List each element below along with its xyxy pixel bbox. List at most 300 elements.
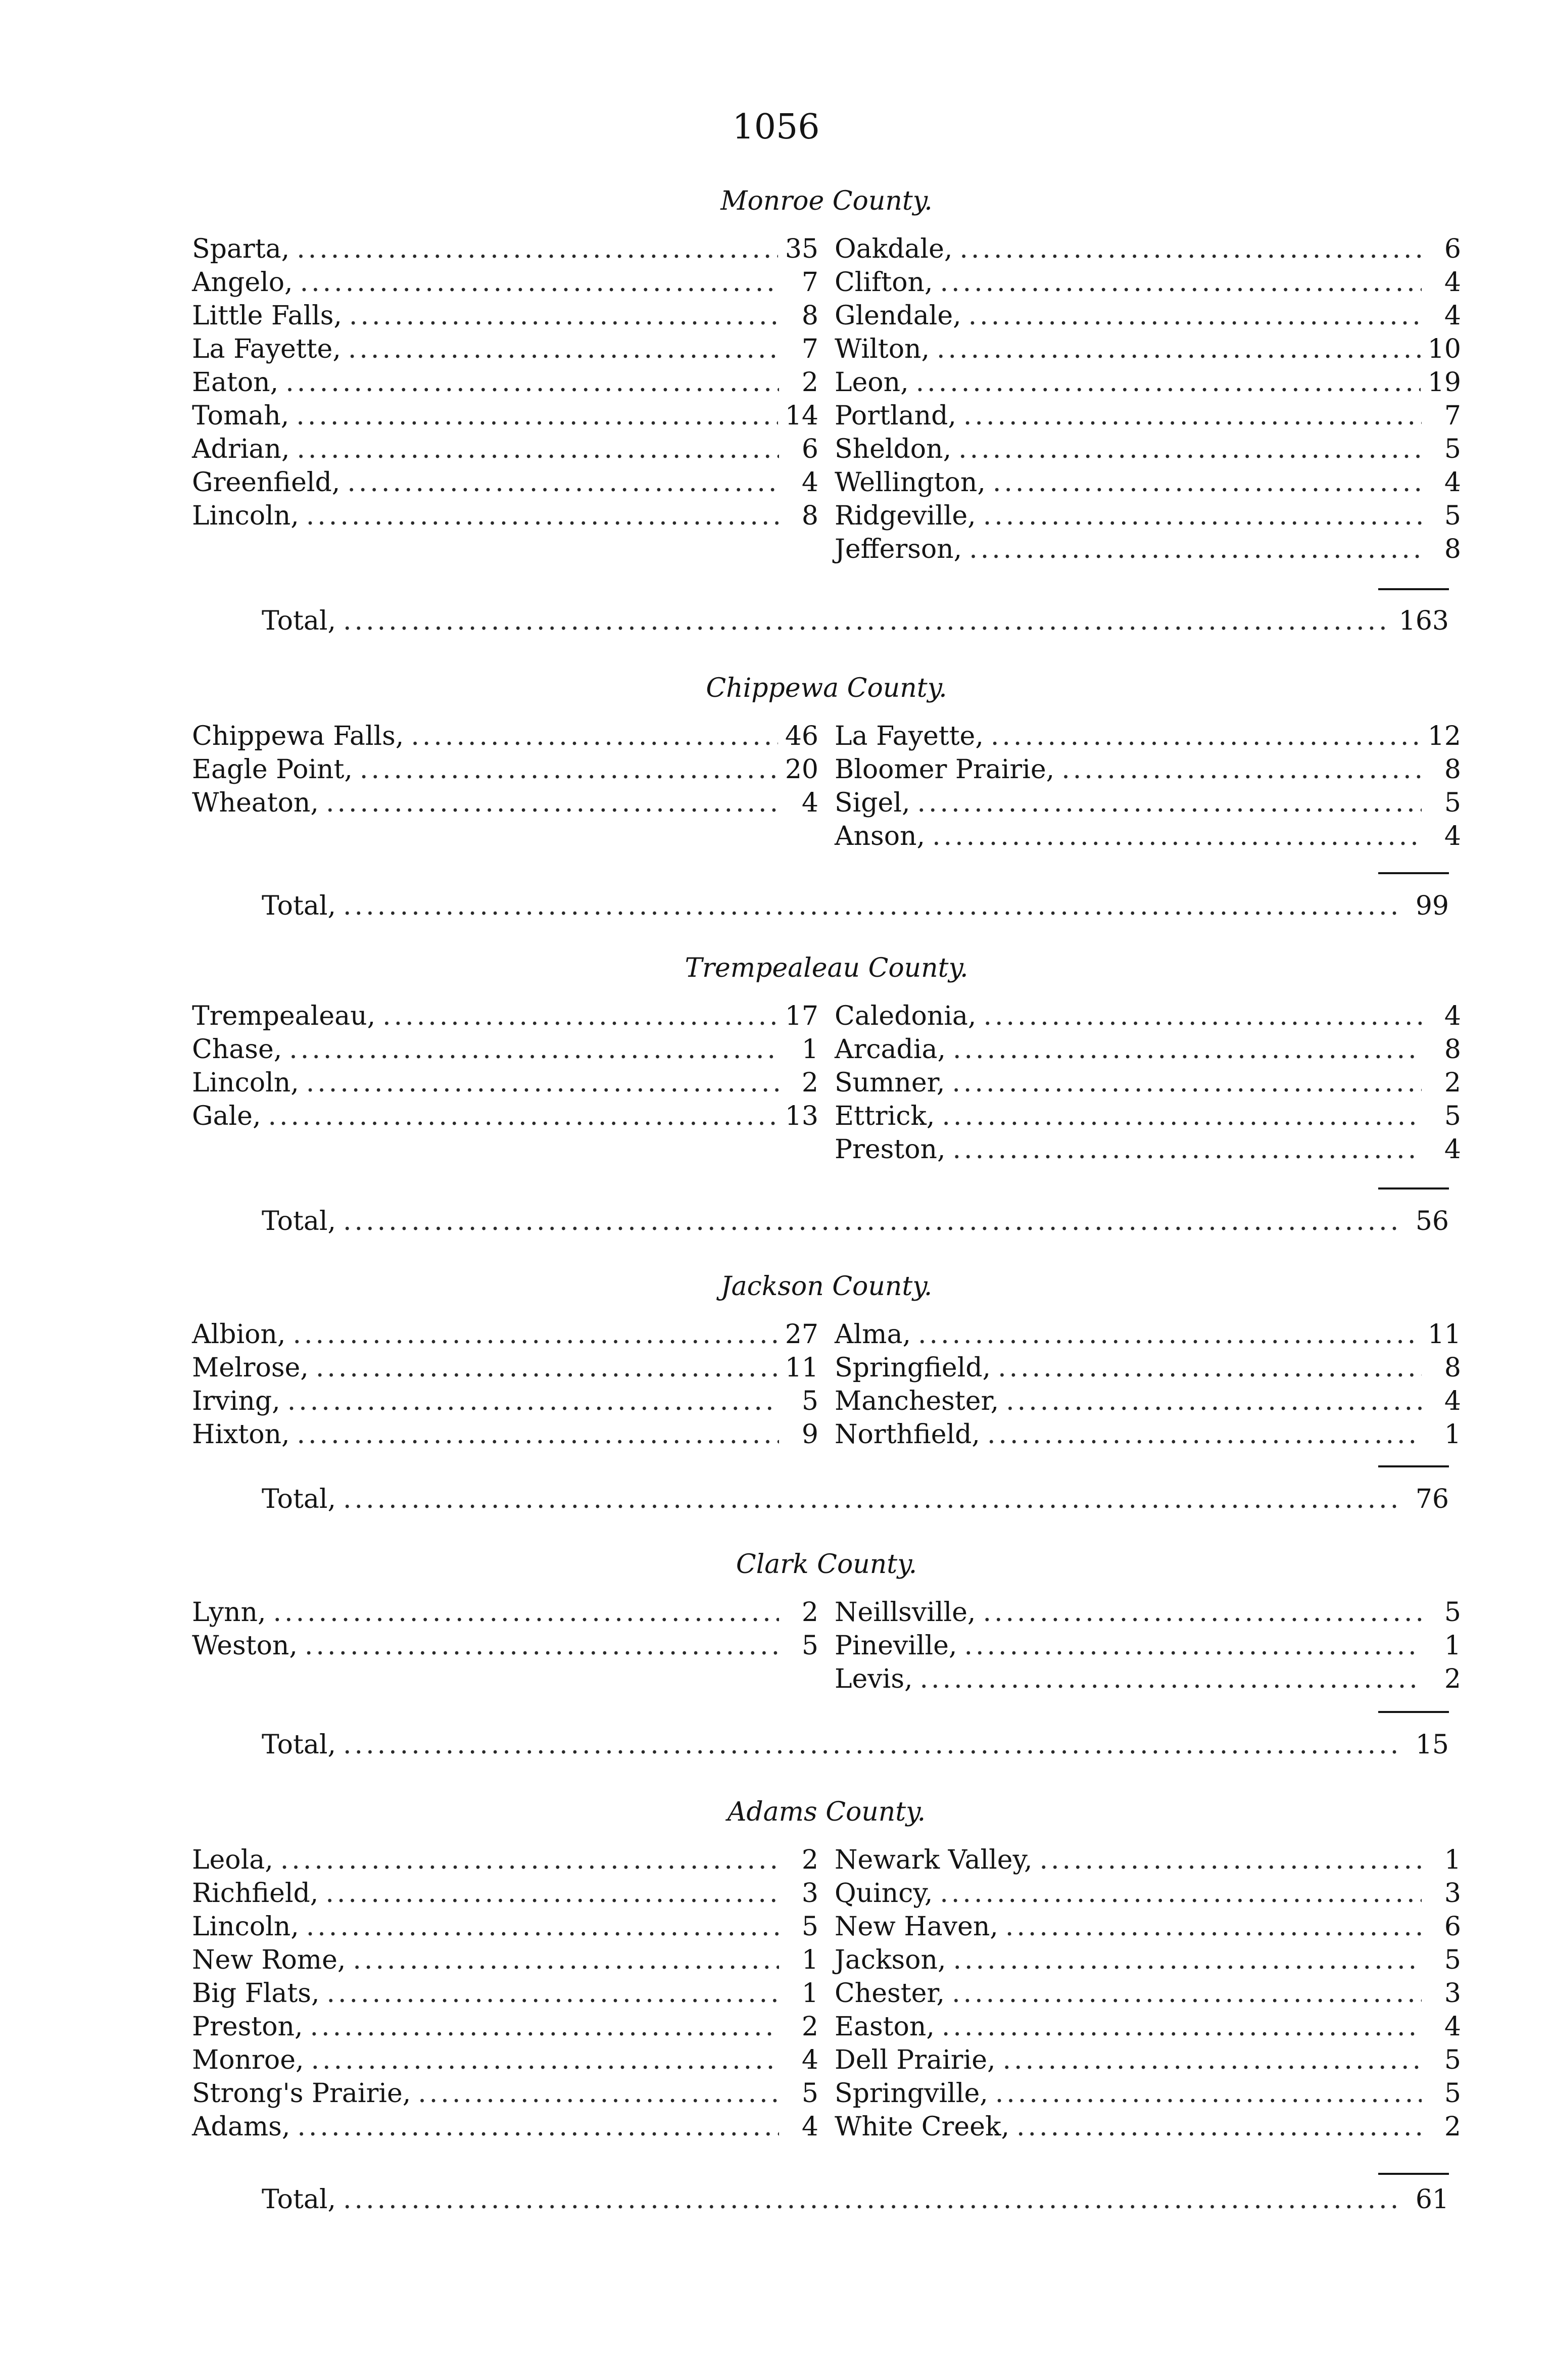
dot-leader [1040,1843,1422,1877]
town-name: Hixton, [192,1419,290,1450]
town-count: 1 [1444,1419,1461,1450]
town-count: 5 [1444,501,1461,531]
dot-leader [285,366,779,399]
dot-leader [964,1629,1422,1662]
trempealeau-right-column [835,999,1461,1166]
town-name: Lincoln, [192,1912,299,1942]
town-name: Oakdale, [835,234,953,264]
dot-leader [942,1100,1422,1133]
town-entry [192,2043,818,2077]
town-entry [192,1596,818,1629]
town-count: 14 [785,401,818,431]
dot-leader [940,1877,1422,1910]
town-count: 3 [1444,1878,1461,1909]
adams-right-column [835,1843,1461,2144]
dot-leader [300,266,779,299]
dot-leader [297,433,779,466]
dot-leader [353,1943,779,1977]
clark-right-column [835,1596,1461,1696]
town-count: 5 [801,1631,818,1661]
dot-leader [991,720,1421,753]
town-entry [835,1843,1461,1877]
town-count: 11 [1427,1319,1461,1350]
dot-leader [293,1318,778,1351]
town-count: 7 [801,334,818,364]
jackson-left-column [192,1318,818,1451]
town-entry [192,1977,818,2010]
town-count: 4 [1444,467,1461,498]
dot-leader [917,786,1422,820]
town-entry [835,1066,1461,1100]
town-name: Sumner, [835,1068,945,1098]
adams-total-rule [1378,2173,1449,2175]
town-name: Portland, [835,401,956,431]
town-entry [192,1033,818,1066]
total-count: 76 [1415,1484,1449,1514]
town-name: Neillsville, [835,1597,976,1628]
chippewa-county-title: Chippewa County. [706,673,947,703]
town-count: 4 [1444,1386,1461,1416]
town-entry [192,466,818,499]
total-label: Total, [262,1730,336,1760]
trempealeau-county-title: Trempealeau County. [685,953,968,983]
town-name: New Haven, [835,1912,998,1942]
town-name: Ridgeville, [835,501,976,531]
town-name: Preston, [192,2012,303,2042]
town-name: Chippewa Falls, [192,721,404,751]
town-entry [192,499,818,533]
dot-leader [993,466,1422,499]
town-name: Chester, [835,1978,945,2009]
town-count: 5 [801,1912,818,1942]
dot-leader [1005,1910,1422,1943]
dot-leader [952,1977,1422,2010]
town-name: Gale, [192,1101,261,1131]
town-name: Wellington, [835,467,986,498]
town-count: 4 [1444,267,1461,298]
dot-leader [920,1662,1422,1696]
town-name: Manchester, [835,1386,999,1416]
dot-leader [343,604,1392,638]
town-count: 4 [801,467,818,498]
dot-leader [1003,2043,1422,2077]
town-count: 8 [801,501,818,531]
town-name: Leola, [192,1845,273,1875]
town-entry [835,1910,1461,1943]
town-name: Lincoln, [192,501,299,531]
clark-total-rule [1378,1711,1449,1713]
dot-leader [1016,2110,1422,2144]
town-entry [835,1418,1461,1451]
town-count: 4 [1444,1134,1461,1165]
town-count: 35 [785,234,818,264]
total-count: 56 [1415,1206,1449,1236]
page-number: 1056 [732,107,820,147]
dot-leader [969,533,1422,566]
town-name: Leon, [835,367,909,398]
town-entry [835,1662,1461,1696]
monroe-total-row [262,604,1449,638]
town-entry [835,1100,1461,1133]
town-entry [192,1943,818,1977]
town-count: 4 [801,2112,818,2142]
dot-leader [995,2077,1422,2110]
town-count: 7 [801,267,818,298]
town-entry [192,720,818,753]
dot-leader [306,1066,779,1100]
dot-leader [987,1418,1422,1451]
town-entry [835,399,1461,433]
town-entry [835,1977,1461,2010]
town-count: 8 [1444,754,1461,785]
clark-total-row [262,1728,1449,1762]
dot-leader [937,332,1421,366]
dot-leader [348,332,779,366]
town-count: 8 [1444,1353,1461,1383]
chippewa-total-rule [1378,872,1449,874]
town-count: 4 [801,788,818,818]
town-name: Trempealeau, [192,1001,376,1031]
town-name: Springfield, [835,1353,991,1383]
town-entry [835,1629,1461,1662]
dot-leader [310,2010,779,2043]
town-name: Eaton, [192,367,279,398]
town-count: 5 [1444,1597,1461,1628]
town-name: Preston, [835,1134,946,1165]
dot-leader [983,999,1422,1033]
dot-leader [983,1596,1422,1629]
town-entry [835,2077,1461,2110]
town-count: 1 [801,1945,818,1975]
dot-leader [297,1418,779,1451]
dot-leader [326,1977,779,2010]
dot-leader [343,889,1396,923]
town-name: Big Flats, [192,1978,320,2009]
town-entry [192,753,818,786]
town-entry [835,753,1461,786]
dot-leader [959,232,1422,266]
adams-county-title: Adams County. [727,1797,926,1827]
town-count: 2 [801,1597,818,1628]
town-count: 5 [1444,788,1461,818]
town-count: 4 [1444,2012,1461,2042]
town-count: 5 [801,1386,818,1416]
town-name: Northfield, [835,1419,980,1450]
town-count: 27 [785,1319,818,1350]
town-entry [192,1877,818,1910]
town-entry [835,1133,1461,1166]
town-name: Arcadia, [835,1034,946,1065]
town-count: 8 [1444,534,1461,564]
dot-leader [411,720,778,753]
town-count: 2 [801,1845,818,1875]
town-entry [835,1877,1461,1910]
town-count: 20 [785,754,818,785]
town-name: Eagle Point, [192,754,353,785]
town-name: Tomah, [192,401,289,431]
town-count: 46 [785,721,818,751]
town-name: La Fayette, [192,334,341,364]
town-entry [835,1943,1461,1977]
total-label: Total, [262,2184,336,2215]
town-count: 1 [801,1978,818,2009]
monroe-right-column [835,232,1461,566]
town-count: 1 [1444,1631,1461,1661]
town-count: 2 [1444,1068,1461,1098]
adams-left-column [192,1843,818,2144]
dot-leader [1006,1385,1422,1418]
town-entry [192,2110,818,2144]
town-name: Wilton, [835,334,930,364]
town-entry [192,332,818,366]
town-name: Springville, [835,2078,988,2109]
town-count: 5 [1444,1101,1461,1131]
town-count: 12 [1427,721,1461,751]
dot-leader [343,1483,1396,1516]
town-entry [192,1910,818,1943]
dot-leader [280,1843,779,1877]
town-entry [835,1351,1461,1385]
town-count: 8 [1444,1034,1461,1065]
town-entry [835,2110,1461,2144]
town-name: Adrian, [192,434,290,464]
total-label: Total, [262,606,336,636]
town-name: Sheldon, [835,434,952,464]
town-entry [192,1385,818,1418]
dot-leader [953,1133,1422,1166]
town-count: 3 [801,1878,818,1909]
dot-leader [998,1351,1422,1385]
dot-leader [349,299,779,332]
town-name: Newark Valley, [835,1845,1033,1875]
town-entry [192,299,818,332]
dot-leader [343,1205,1396,1238]
town-count: 10 [1427,334,1461,364]
town-name: Glendale, [835,301,961,331]
town-entry [835,999,1461,1033]
town-name: Sparta, [192,234,290,264]
town-count: 4 [801,2045,818,2075]
total-label: Total, [262,1206,336,1236]
dot-leader [916,366,1421,399]
town-count: 6 [1444,234,1461,264]
jackson-county-title: Jackson County. [720,1271,933,1302]
town-count: 11 [785,1353,818,1383]
town-count: 8 [801,301,818,331]
town-entry [192,2010,818,2043]
town-count: 2 [801,2012,818,2042]
town-count: 6 [1444,1912,1461,1942]
town-entry [835,1596,1461,1629]
town-name: Levis, [835,1664,913,1694]
town-name: Lynn, [192,1597,266,1628]
town-name: Monroe, [192,2045,304,2075]
town-entry [835,1318,1461,1351]
dot-leader [326,786,779,820]
town-name: Adams, [192,2112,290,2142]
town-entry [192,266,818,299]
town-name: Bloomer Prairie, [835,754,1055,785]
jackson-right-column [835,1318,1461,1451]
dot-leader [918,1318,1421,1351]
town-count: 4 [1444,821,1461,851]
town-entry [835,499,1461,533]
town-name: Easton, [835,2012,935,2042]
town-name: Irving, [192,1386,280,1416]
town-count: 5 [1444,2078,1461,2109]
dot-leader [289,1033,779,1066]
dot-leader [983,499,1422,533]
dot-leader [297,2110,779,2144]
town-name: Jefferson, [835,534,962,564]
total-label: Total, [262,891,336,921]
trempealeau-total-rule [1378,1187,1449,1189]
town-entry [835,466,1461,499]
town-entry [835,266,1461,299]
dot-leader [360,753,778,786]
town-name: Angelo, [192,267,293,298]
dot-leader [940,266,1422,299]
town-count: 7 [1444,401,1461,431]
town-name: Chase, [192,1034,282,1065]
town-name: Quincy, [835,1878,933,1909]
dot-leader [296,399,778,433]
town-entry [835,720,1461,753]
dot-leader [932,820,1422,853]
town-entry [835,332,1461,366]
town-entry [192,1351,818,1385]
town-name: Wheaton, [192,788,319,818]
town-name: Alma, [835,1319,911,1350]
town-name: Sigel, [835,788,910,818]
total-count: 163 [1398,606,1449,636]
town-name: Ettrick, [835,1101,935,1131]
town-entry [192,1066,818,1100]
dot-leader [953,1943,1422,1977]
adams-total-row [262,2183,1449,2216]
town-entry [192,433,818,466]
town-count: 1 [801,1034,818,1065]
monroe-left-column [192,232,818,533]
town-count: 2 [801,367,818,398]
town-name: Albion, [192,1319,286,1350]
town-name: Greenfield, [192,467,341,498]
town-entry [835,786,1461,820]
dot-leader [952,1066,1422,1100]
chippewa-total-row [262,889,1449,923]
clark-left-column [192,1596,818,1662]
dot-leader [306,1910,779,1943]
dot-leader [418,2077,779,2110]
trempealeau-left-column [192,999,818,1133]
town-name: Little Falls, [192,301,342,331]
town-count: 9 [801,1419,818,1450]
town-entry [192,2077,818,2110]
dot-leader [942,2010,1422,2043]
town-entry [835,820,1461,853]
total-count: 15 [1415,1730,1449,1760]
town-name: Caledonia, [835,1001,977,1031]
total-count: 99 [1415,891,1449,921]
dot-leader [963,399,1422,433]
jackson-total-rule [1378,1465,1449,1467]
dot-leader [343,2183,1396,2216]
town-name: Dell Prairie, [835,2045,996,2075]
town-entry [835,2043,1461,2077]
town-entry [835,1033,1461,1066]
town-entry [835,232,1461,266]
town-count: 4 [1444,301,1461,331]
town-entry [192,786,818,820]
town-entry [192,1843,818,1877]
town-name: Richfield, [192,1878,319,1909]
town-name: New Rome, [192,1945,346,1975]
town-count: 5 [1444,434,1461,464]
town-count: 2 [1444,1664,1461,1694]
clark-county-title: Clark County. [736,1549,917,1580]
chippewa-right-column [835,720,1461,853]
town-count: 2 [801,1068,818,1098]
town-entry [192,399,818,433]
town-count: 2 [1444,2112,1461,2142]
dot-leader [316,1351,778,1385]
town-entry [192,1629,818,1662]
town-name: White Creek, [835,2112,1009,2142]
town-name: Weston, [192,1631,298,1661]
town-entry [835,2010,1461,2043]
town-entry [192,1100,818,1133]
town-entry [192,366,818,399]
town-count: 5 [1444,1945,1461,1975]
town-count: 6 [801,434,818,464]
total-label: Total, [262,1484,336,1514]
dot-leader [343,1728,1396,1762]
town-count: 5 [1444,2045,1461,2075]
dot-leader [325,1877,779,1910]
dot-leader [968,299,1422,332]
dot-leader [382,999,778,1033]
trempealeau-total-row [262,1205,1449,1238]
town-count: 5 [801,2078,818,2109]
dot-leader [273,1596,779,1629]
town-name: Melrose, [192,1353,309,1383]
town-entry [835,299,1461,332]
town-name: Lincoln, [192,1068,299,1098]
total-count: 61 [1415,2184,1449,2215]
town-name: Anson, [835,821,926,851]
town-count: 4 [1444,1001,1461,1031]
dot-leader [1061,753,1422,786]
town-name: La Fayette, [835,721,984,751]
town-name: Jackson, [835,1945,946,1975]
town-entry [192,232,818,266]
town-entry [835,433,1461,466]
dot-leader [311,2043,779,2077]
chippewa-left-column [192,720,818,820]
town-count: 19 [1427,367,1461,398]
monroe-county-title: Monroe County. [720,186,933,216]
town-name: Pineville, [835,1631,957,1661]
dot-leader [268,1100,778,1133]
dot-leader [953,1033,1422,1066]
jackson-total-row [262,1483,1449,1516]
dot-leader [297,232,778,266]
dot-leader [305,1629,779,1662]
town-count: 1 [1444,1845,1461,1875]
town-entry [192,1318,818,1351]
dot-leader [287,1385,779,1418]
town-entry [835,366,1461,399]
